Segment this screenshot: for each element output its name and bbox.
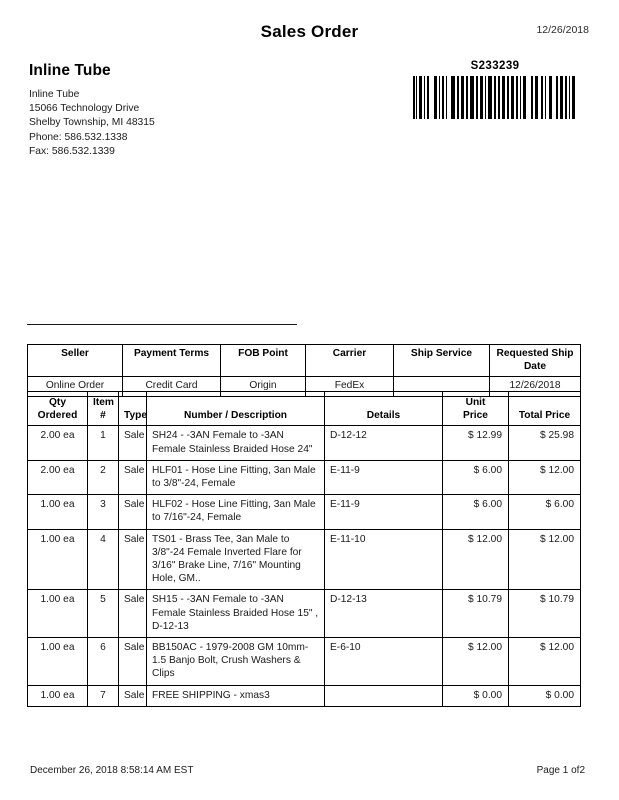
- terms-value-fob-point: Origin: [221, 377, 306, 396]
- row-qty: 1.00 ea: [28, 590, 88, 638]
- row-item-number: 5: [88, 590, 119, 638]
- items-header-description: Number / Description: [147, 392, 325, 426]
- terms-header-fob-point: FOB Point: [221, 345, 306, 377]
- table-row: [28, 638, 581, 686]
- row-total-price: $ 10.79: [509, 590, 581, 638]
- table-row: [28, 685, 581, 706]
- items-header-qty-line1: Qty: [49, 397, 66, 408]
- row-total-price: $ 12.00: [509, 529, 581, 590]
- row-type: Sale: [119, 685, 147, 706]
- terms-header-payment-terms: Payment Terms: [123, 345, 221, 377]
- items-header-item-line1: Item: [93, 397, 114, 408]
- row-description: SH24 - -3AN Female to -3AN Female Stainless Braided Hose 24": [147, 426, 325, 460]
- table-row: [28, 590, 581, 638]
- line-items-table: [27, 391, 581, 707]
- items-header-unit-price: [443, 392, 509, 426]
- page-title: Sales Order: [260, 22, 359, 41]
- footer-page-number: Page 1 of2: [536, 765, 585, 776]
- row-details: E-11-9: [325, 460, 443, 494]
- row-total-price: $ 6.00: [509, 495, 581, 529]
- items-header-qty-ordered: [28, 392, 88, 426]
- row-item-number: 4: [88, 529, 119, 590]
- row-qty: 2.00 ea: [28, 460, 88, 494]
- items-header-row: [28, 392, 581, 426]
- company-name: Inline Tube: [29, 62, 111, 79]
- section-divider: [27, 324, 297, 325]
- row-unit-price: $ 10.79: [443, 590, 509, 638]
- row-unit-price: $ 12.99: [443, 426, 509, 460]
- row-total-price: $ 12.00: [509, 638, 581, 686]
- table-row: [28, 495, 581, 529]
- row-details: E-11-10: [325, 529, 443, 590]
- row-unit-price: $ 6.00: [443, 495, 509, 529]
- row-unit-price: $ 12.00: [443, 529, 509, 590]
- order-terms-table: [27, 344, 581, 397]
- company-address-line-3: Shelby Township, MI 48315: [29, 117, 155, 129]
- row-unit-price: $ 6.00: [443, 460, 509, 494]
- items-header-unit-line1: Unit: [465, 397, 486, 408]
- row-type: Sale: [119, 495, 147, 529]
- document-date: 12/26/2018: [536, 24, 589, 36]
- terms-header-carrier: Carrier: [306, 345, 394, 377]
- row-total-price: $ 12.00: [509, 460, 581, 494]
- row-description: HLF01 - Hose Line Fitting, 3an Male to 3/8"-24, Female: [147, 460, 325, 494]
- row-type: Sale: [119, 590, 147, 638]
- barcode-block: [405, 60, 585, 119]
- items-header-total-price: Total Price: [509, 392, 581, 426]
- row-qty: 1.00 ea: [28, 495, 88, 529]
- row-details: E-6-10: [325, 638, 443, 686]
- barcode-icon: [413, 76, 578, 119]
- terms-value-seller: Online Order: [28, 377, 123, 396]
- table-row: [28, 460, 581, 494]
- terms-header-row: [28, 345, 581, 377]
- row-item-number: 3: [88, 495, 119, 529]
- terms-header-requested-ship-date: Requested Ship Date: [490, 345, 581, 377]
- row-item-number: 6: [88, 638, 119, 686]
- terms-value-requested-ship-date: 12/26/2018: [490, 377, 581, 396]
- row-details: D-12-13: [325, 590, 443, 638]
- row-item-number: 2: [88, 460, 119, 494]
- company-fax: Fax: 586.532.1339: [29, 145, 115, 157]
- row-item-number: 7: [88, 685, 119, 706]
- terms-header-ship-service: Ship Service: [394, 345, 490, 377]
- items-header-type: Type: [119, 392, 147, 426]
- items-header-unit-line2: Price: [463, 410, 488, 422]
- row-type: Sale: [119, 426, 147, 460]
- row-type: Sale: [119, 529, 147, 590]
- items-header-item-number: [88, 392, 119, 426]
- row-details: E-11-9: [325, 495, 443, 529]
- terms-header-seller: Seller: [28, 345, 123, 377]
- row-total-price: $ 0.00: [509, 685, 581, 706]
- terms-value-payment-terms: Credit Card: [123, 377, 221, 396]
- row-description: TS01 - Brass Tee, 3an Male to 3/8"-24 Female Inverted Flare for 3/16" Brake Line, 7/16" Mounting Hole, GM..: [147, 529, 325, 590]
- row-total-price: $ 25.98: [509, 426, 581, 460]
- row-qty: 1.00 ea: [28, 638, 88, 686]
- table-row: [28, 529, 581, 590]
- items-header-details: Details: [325, 392, 443, 426]
- row-qty: 1.00 ea: [28, 529, 88, 590]
- items-header-qty-line2: Ordered: [37, 410, 78, 422]
- order-number: S233239: [470, 60, 520, 72]
- table-row: [28, 426, 581, 460]
- items-header-item-line2: #: [100, 410, 106, 422]
- row-unit-price: $ 12.00: [443, 638, 509, 686]
- row-details: [325, 685, 443, 706]
- row-description: SH15 - -3AN Female to -3AN Female Stainless Braided Hose 15" , D-12-13: [147, 590, 325, 638]
- company-phone: Phone: 586.532.1338: [29, 131, 128, 143]
- company-block: [29, 62, 289, 159]
- row-details: D-12-12: [325, 426, 443, 460]
- terms-value-carrier: FedEx: [306, 377, 394, 396]
- row-type: Sale: [119, 638, 147, 686]
- row-description: BB150AC - 1979-2008 GM 10mm-1.5 Banjo Bolt, Crush Washers & Clips: [147, 638, 325, 686]
- row-item-number: 1: [88, 426, 119, 460]
- items-table-body: [28, 426, 581, 706]
- company-address-line-1: Inline Tube: [29, 89, 80, 100]
- footer-timestamp: December 26, 2018 8:58:14 AM EST: [30, 765, 194, 776]
- row-description: HLF02 - Hose Line Fitting, 3an Male to 7/16"-24, Female: [147, 495, 325, 529]
- row-unit-price: $ 0.00: [443, 685, 509, 706]
- row-type: Sale: [119, 460, 147, 494]
- company-address-line-2: 15066 Technology Drive: [29, 103, 140, 115]
- row-qty: 2.00 ea: [28, 426, 88, 460]
- row-qty: 1.00 ea: [28, 685, 88, 706]
- row-description: FREE SHIPPING - xmas3: [147, 685, 325, 706]
